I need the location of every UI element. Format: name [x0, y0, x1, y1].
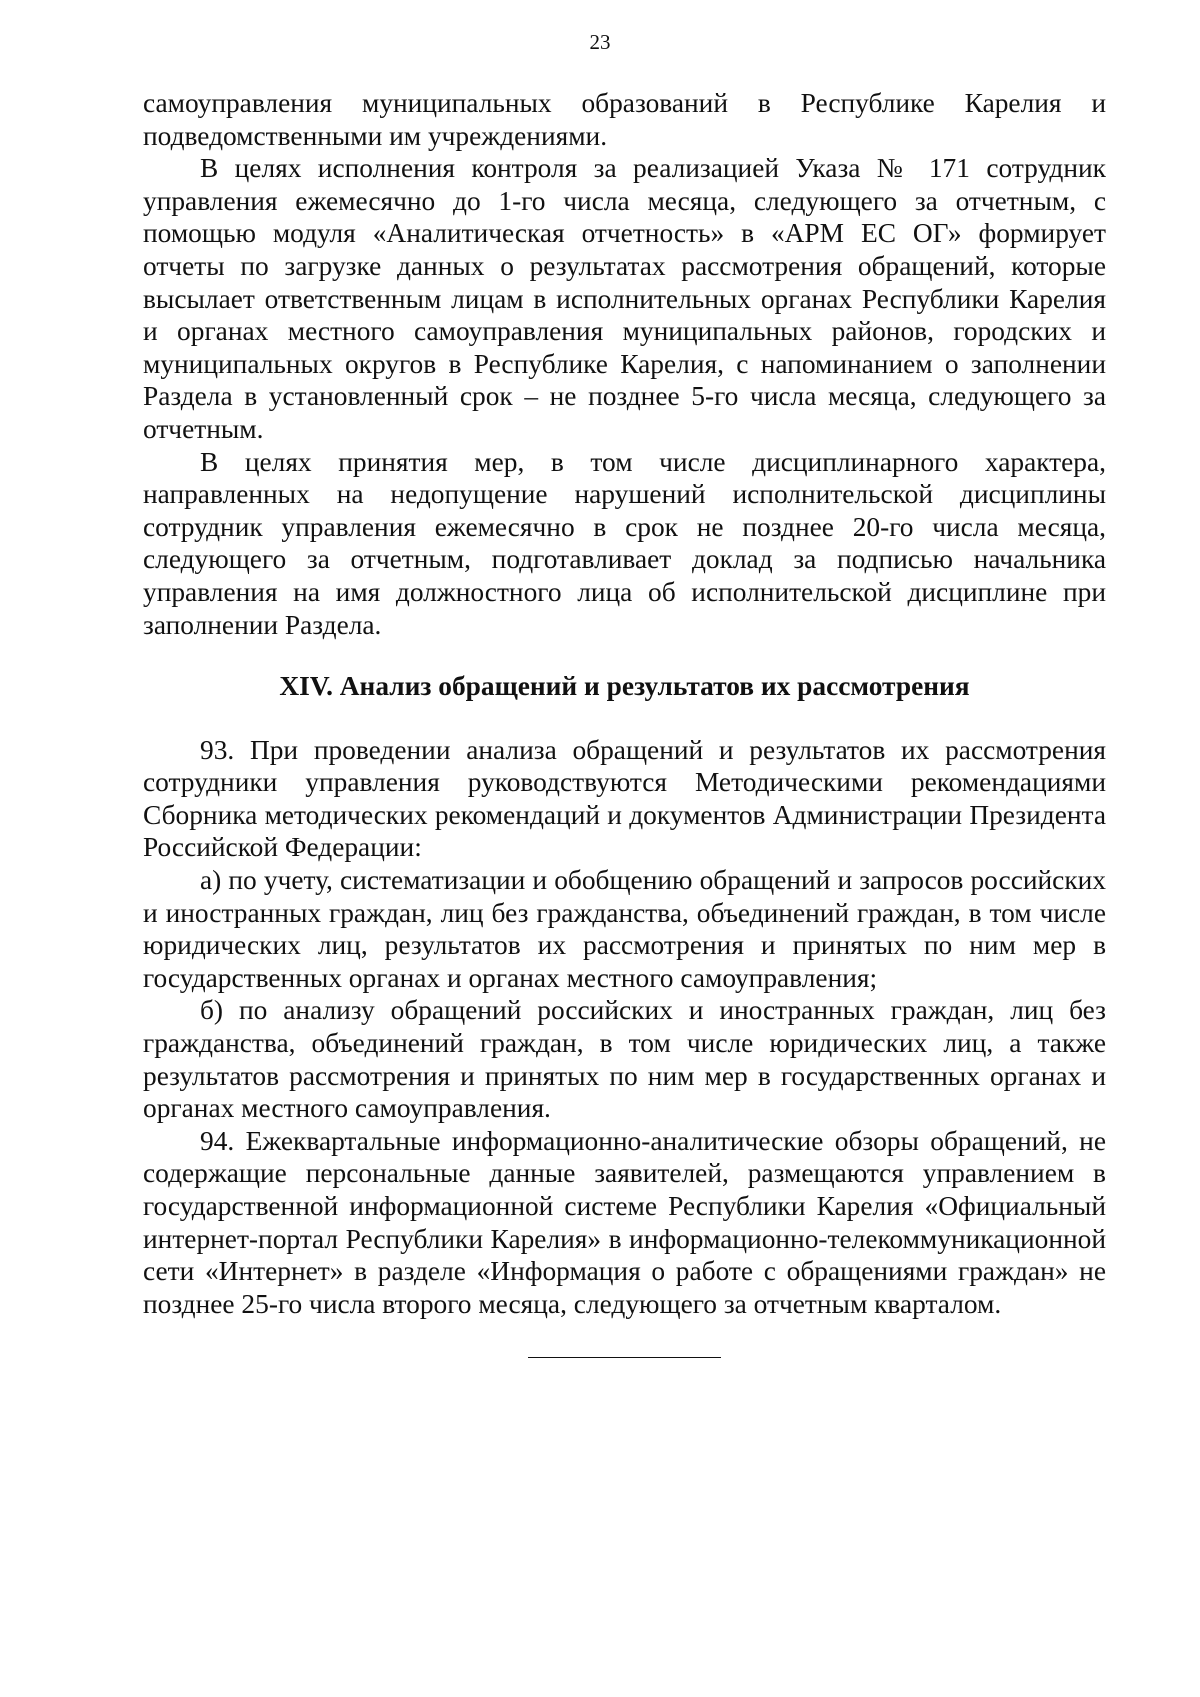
- page-number: 23: [589, 30, 611, 54]
- paragraph-93: 93. При проведении анализа обращений и результатов их рассмотрения сотрудники управления руководствуются Методическими рекомендациями Сборника методических рекомендаций и документов Администрации Президента Российской Федерации:: [143, 734, 1106, 863]
- end-of-document-rule: [528, 1357, 721, 1358]
- document-body: [143, 87, 1106, 1358]
- list-item-b: б) по анализу обращений российских и иностранных граждан, лиц без гражданства, объединений граждан, в том числе юридических лиц, а также результатов рассмотрения и принятых по ним мер в государственных органах и органах местного самоуправления.: [143, 995, 1106, 1124]
- section-heading: XIV. Анализ обращений и результатов их рассмотрения: [279, 671, 970, 702]
- paragraph-disciplinary-measures: В целях принятия мер, в том числе дисциплинарного характера, направленных на недопущение нарушений исполнительской дисциплины сотрудник управления ежемесячно в срок не позднее 20-го числа месяца, следующего за отчетным, подготавливает доклад за подписью начальника управления на имя должностного лица об исполнительской дисциплине при заполнении Раздела.: [143, 446, 1106, 640]
- list-item-a: а) по учету, систематизации и обобщению обращений и запросов российских и иностранных граждан, лиц без гражданства, объединений граждан, в том числе юридических лиц, результатов их рассмотрения и принятых по ним мер в государственных органах и органах местного самоуправления;: [143, 865, 1106, 993]
- paragraph-94: 94. Ежеквартальные информационно-аналитические обзоры обращений, не содержащие персональные данные заявителей, размещаются управлением в государственной информационной системе Республики Карелия «Официальный интернет-портал Республики Карелия» в информационно-телекоммуникационной сети «Интернет» в разделе «Информация о работе с обращениями граждан» не позднее 25-го числа второго месяца, следующего за отчетным кварталом.: [143, 1125, 1106, 1319]
- paragraph-continuation: самоуправления муниципальных образований в Республике Карелия и подведомственными им учреждениями.: [143, 88, 1106, 151]
- paragraph-monitoring-reports: В целях исполнения контроля за реализацией Указа № 171 сотрудник управления ежемесячно до 1-го числа месяца, следующего за отчетным, с помощью модуля «Аналитическая отчетность» в «АРМ ЕС ОГ» формирует отчеты по загрузке данных о результатах рассмотрения обращений, которые высылает ответственным лицам в исполнительных органах Республики Карелия и органах местного самоуправления муниципальных районов, городских и муниципальных округов в Республике Карелия, с напоминанием о заполнении Раздела в установленный срок – не позднее 5-го числа месяца, следующего за отчетным.: [143, 153, 1106, 444]
